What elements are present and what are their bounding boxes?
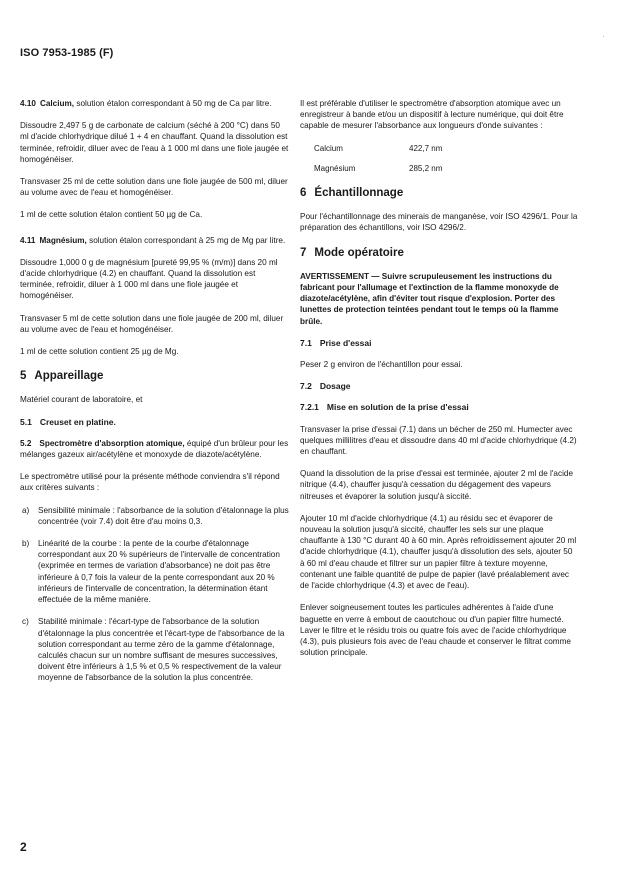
section-7-2-1-heading: 7.2.1 Mise en solution de la prise d'essai — [300, 402, 469, 413]
paragraph: Transvaser la prise d'essai (7.1) dans un bécher de 250 ml. Humecter avec quelques millilitres d'eau et dissoudre dans 40 ml d'acide chlorhydrique (4.2) en chauffant. — [300, 424, 577, 457]
paragraph: Matériel courant de laboratoire, et — [20, 395, 143, 405]
right-column — [300, 98, 578, 669]
paragraph: Dissoudre 1,000 0 g de magnésium [pureté 99,95 % (m/m)] dans 20 ml d'acide chlorhydrique (4.2) en chauffant. Quand la dissolution est terminée, refroidir, diluer à 1 000 ml dans une fiole jaugée et homogénéiser. — [20, 257, 278, 301]
paragraph: 1 ml de cette solution contient 25 µg de Mg. — [20, 347, 179, 357]
wavelength-row: Calcium 422,7 nm — [314, 143, 443, 153]
paragraph: Le spectromètre utilisé pour la présente méthode conviendra s'il répond aux critères suivants : — [20, 472, 280, 493]
section-5-1-heading: 5.1 Creuset en platine. — [20, 416, 116, 427]
criterion-a: a) Sensibilité minimale : l'absorbance de la solution d'étalonnage la plus concentrée (voir 7.4) doit être d'au moins 0,3. — [22, 505, 289, 526]
warning-text: AVERTISSEMENT — Suivre scrupuleusement les instructions du fabricant pour l'allumage et l'extinction de la flamme monoxyde de diazote/acétylène, afin d'éviter tout risque d'explosion. Porter des lunettes de protection teintées pendant tout le temps où la flamme brûle. — [300, 271, 559, 326]
paragraph: Transvaser 5 ml de cette solution dans une fiole jaugée de 200 ml, diluer au volume avec de l'eau et homogénéiser. — [20, 313, 284, 334]
paragraph: Dissoudre 2,497 5 g de carbonate de calcium (séché à 200 °C) dans 50 ml d'acide chlorhydrique dilué 1 + 4 en chauffant. Quand la dissolution est terminée, refroidir, diluer avec de l'eau à 1 000 ml dans une fiole jaugée et homogénéiser. — [20, 121, 289, 164]
paragraph: Peser 2 g environ de l'échantillon pour essai. — [300, 360, 463, 370]
section-7-2-heading: 7.2 Dosage — [300, 381, 351, 392]
section-4-10: 4.10 Calcium, solution étalon correspondant à 50 mg de Ca par litre. — [20, 99, 272, 108]
section-5-heading: 5 Appareillage — [20, 370, 104, 383]
section-6-heading: 6 Échantillonnage — [300, 187, 404, 200]
section-4-11: 4.11 Magnésium, solution étalon correspondant à 25 mg de Mg par litre. — [20, 235, 286, 245]
criterion-c: c) Stabilité minimale : l'écart-type de l'absorbance de la solution d'étalonnage la plus concentrée et l'écart-type de l'absorbance de la solution correspondant au terme zéro de la gamme d'étalonnage, calculés chacun sur un nombre suffisant de mesures successives, doivent être inférieurs à 1,5 % et 0,5 % respectivement de la valeur moyenne de l'absorbance de la solution la plus concentrée. — [22, 617, 285, 683]
paragraph: Il est préférable d'utiliser le spectromètre d'absorption atomique avec un enregistreur à bande et/ou un dispositif à lecture numérique, qui doit être capable de mesurer l'absorbance aux longueurs d'onde suivantes : — [300, 99, 564, 131]
section-7-heading: 7 Mode opératoire — [300, 246, 404, 259]
criterion-b: b) Linéarité de la courbe : la pente de la courbe d'étalonnage correspondant aux 20 % supérieurs de l'intervalle de concentration (exprimée en termes de variation d'absorbance) ne doit pas être inférieure à 0,7 fois la valeur de la pente correspondant aux 20 % inférieurs de l'intervalle de concentration, la détermination étant effectuée de la même manière. — [22, 539, 280, 605]
document-header: ISO 7953-1985 (F) — [20, 47, 114, 59]
paragraph: Transvaser 25 ml de cette solution dans une fiole jaugée de 500 ml, diluer au volume avec de l'eau et homogénéiser. — [20, 177, 288, 198]
paragraph: Enlever soigneusement toutes les particules adhérentes à l'aide d'une baguette en verre à embout de caoutchouc ou d'un papier filtre humecté. Laver le filtre et le résidu trois ou quatre fois avec de l'acide chlorhydrique (4.3), puis plusieurs fois avec de l'eau chaude et conserver le filtrat comme solution principale. — [300, 603, 571, 658]
left-column — [20, 98, 290, 695]
wavelength-row: Magnésium 285,2 nm — [314, 163, 443, 173]
page-number: 2 — [20, 840, 27, 854]
paragraph: Quand la dissolution de la prise d'essai est terminée, ajouter 2 ml de l'acide nitrique (4.4), chauffer jusqu'à cessation du dégagement des vapeurs nitreuses et évaporer la solution jusqu'à siccité. — [300, 469, 574, 501]
paragraph: 1 ml de cette solution étalon contient 50 µg de Ca. — [20, 210, 203, 220]
margin-mark: · — [602, 32, 605, 41]
paragraph: Ajouter 10 ml d'acide chlorhydrique (4.1) au résidu sec et évaporer de nouveau la solution jusqu'à siccité, chauffer les sels sur une plaque chauffante à 130 °C durant 40 à 60 min. Après refroidissement ajouter 20 ml d'acide chlorhydrique (4.1), chauffer jusqu'à dissolution des sels, ajouter 50 à 60 ml d'eau chaude et filtrer sur un papier filtre à texture moyenne, contenant une faible quantité de pulpe de papier (lavé préalablement avec de l'acide chlorhydrique (4.3) et avec de l'eau). — [300, 513, 577, 591]
section-7-1-heading: 7.1 Prise d'essai — [300, 337, 372, 348]
paragraph: Pour l'échantillonnage des minerais de manganèse, voir ISO 4296/1. Pour la préparation des échantillons, voir ISO 4296/2. — [300, 212, 578, 233]
section-5-2: 5.2 Spectromètre d'absorption atomique, équipé d'un brûleur pour les mélanges gazeux air/acétylène et monoxyde de diazote/acétylène. — [20, 438, 289, 460]
